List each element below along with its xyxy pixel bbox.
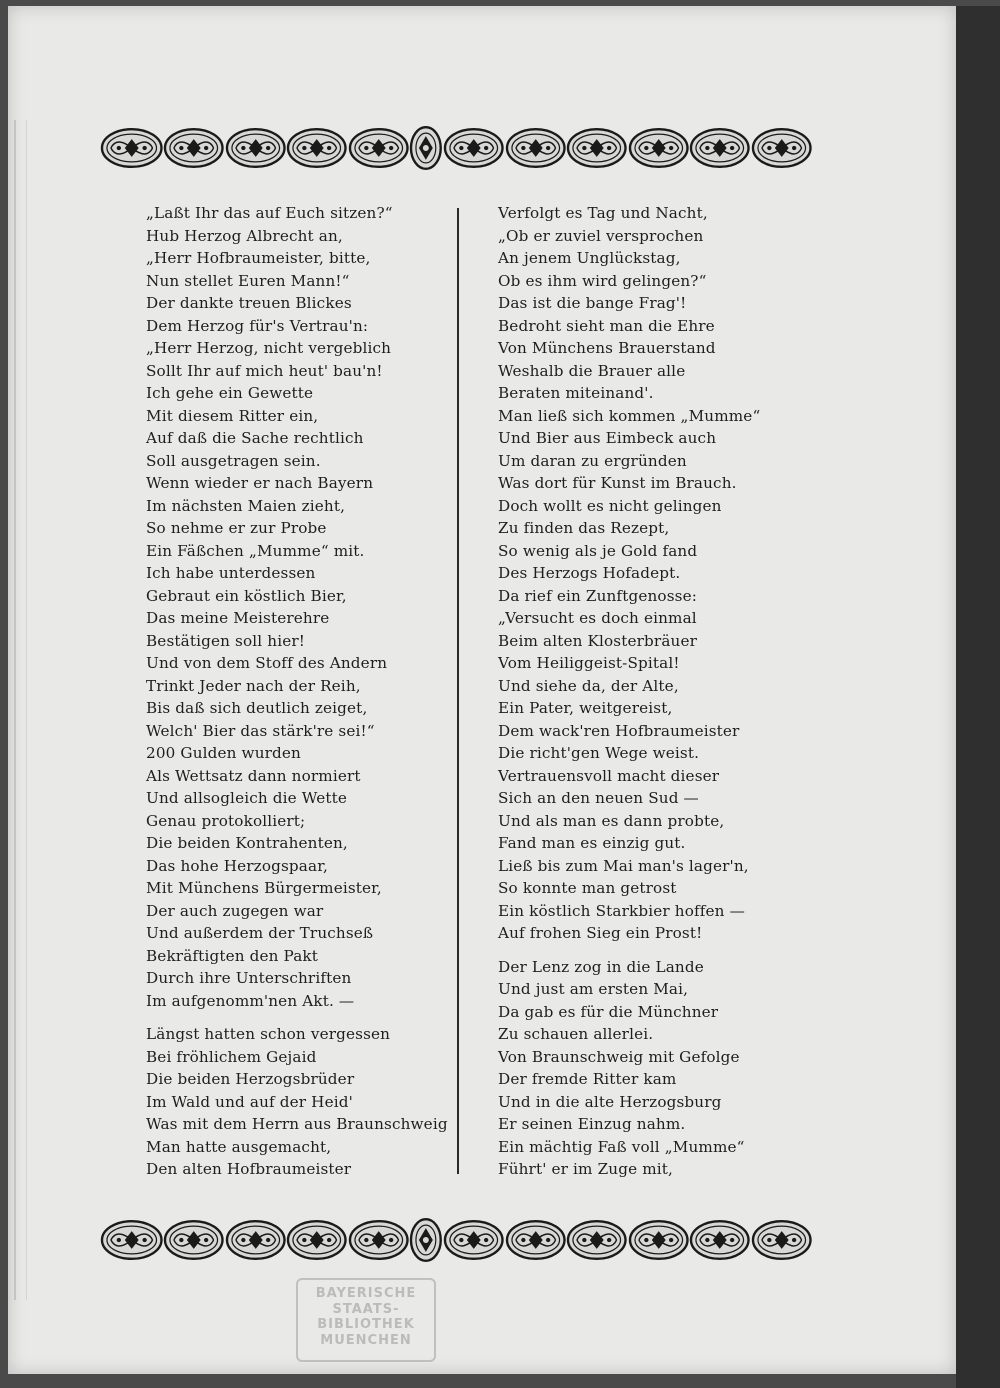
poem-line: Das hohe Herzogspaar, [146, 856, 328, 875]
poem-line: „Herr Hofbraumeister, bitte, [146, 249, 371, 267]
poem-line: Trinkt Jeder nach der Reih, [146, 676, 361, 695]
poem-line: Im aufgenomm'nen Akt. — [146, 991, 355, 1010]
poem-line: Ein köstlich Starkbier hoffen — [498, 901, 745, 920]
poem-line: Da rief ein Zunftgenosse: [498, 586, 697, 605]
poem-line: Da gab es für die Münchner [498, 1002, 719, 1021]
oval-ornament-icon [566, 1218, 627, 1262]
poem-line: Welch' Bier das stärk're sei!“ [146, 721, 375, 740]
column-divider [457, 208, 459, 1174]
oval-ornament-icon [286, 126, 347, 170]
poem-line: Die beiden Kontrahenten, [146, 834, 348, 852]
ornament-band-bottom [100, 1216, 812, 1264]
poem-line: Weshalb die Brauer alle [498, 361, 686, 380]
poem-line: Bedroht sieht man die Ehre [498, 316, 715, 335]
poem-line: Mit diesem Ritter ein, [146, 406, 319, 425]
poem-line: Den alten Hofbraumeister [146, 1160, 352, 1178]
poem-line: Und als man es dann probte, [498, 811, 725, 830]
poem-line: Wenn wieder er nach Bayern [146, 474, 374, 492]
poem-line: Ließ bis zum Mai man's lager'n, [498, 856, 749, 875]
poem-line: Ich habe unterdessen [146, 564, 316, 582]
poem-line: Zu finden das Rezept, [498, 519, 670, 537]
center-medallion-icon [409, 125, 443, 171]
poem-line: Und von dem Stoff des Andern [146, 654, 388, 672]
oval-ornament-icon [689, 1218, 750, 1262]
poem-line: Der dankte treuen Blickes [146, 294, 352, 312]
poem-line: „Herr Herzog, nicht vergeblich [146, 339, 392, 357]
oval-ornament-icon [443, 126, 504, 170]
poem-line: „Versucht es doch einmal [498, 609, 697, 627]
oval-ornament-icon [751, 126, 812, 170]
poem-line: Als Wettsatz dann normiert [146, 766, 361, 785]
poem-line: An jenem Unglückstag, [498, 249, 681, 267]
poem-line: Auf daß die Sache rechtlich [146, 429, 364, 447]
oval-ornament-icon [566, 126, 627, 170]
oval-ornament-icon [163, 126, 224, 170]
poem-line: Im nächsten Maien zieht, [146, 496, 346, 515]
poem-line: Zu schauen allerlei. [498, 1025, 654, 1043]
poem-line: Gebraut ein köstlich Bier, [146, 586, 347, 605]
poem-line: Sich an den neuen Sud — [498, 789, 699, 807]
poem-line: Hub Herzog Albrecht an, [146, 226, 343, 245]
poem-line: Und außerdem der Truchseß [146, 924, 374, 942]
poem-line: Beraten miteinand'. [498, 384, 654, 402]
oval-ornament-icon [348, 126, 409, 170]
center-medallion-icon [409, 1217, 443, 1263]
poem-line: Auf frohen Sieg ein Prost! [498, 924, 703, 942]
poem-line: Ein Fäßchen „Mumme“ mit. [146, 541, 365, 560]
poem-line: Der auch zugegen war [146, 901, 324, 920]
oval-ornament-icon [100, 126, 163, 170]
poem-line: Der fremde Ritter kam [498, 1070, 677, 1088]
poem-line: Die richt'gen Wege weist. [498, 744, 700, 762]
oval-ornament-icon [628, 1218, 689, 1262]
poem-line: Ein Pater, weitgereist, [498, 699, 673, 717]
oval-ornament-icon [505, 1218, 566, 1262]
poem-line: Beim alten Klosterbräuer [498, 631, 698, 650]
poem-line: Dem wack'ren Hofbraumeister [498, 721, 740, 740]
stanza-break [498, 945, 798, 956]
scan-right-edge [956, 6, 1000, 1388]
poem-line: Man hatte ausgemacht, [146, 1137, 332, 1156]
poem-line: Und siehe da, der Alte, [498, 676, 679, 695]
poem-line: Dem Herzog für's Vertrau'n: [146, 316, 369, 335]
poem-line: Ich gehe ein Gewette [146, 384, 314, 402]
poem-line: Das meine Meisterehre [146, 609, 330, 627]
poem-line: Führt' er im Zuge mit, [498, 1160, 673, 1178]
poem-line: Man ließ sich kommen „Mumme“ [498, 406, 761, 425]
oval-ornament-icon [505, 126, 566, 170]
poem-line: Längst hatten schon vergessen [146, 1025, 391, 1043]
oval-ornament-icon [286, 1218, 347, 1262]
poem-line: Und Bier aus Eimbeck auch [498, 429, 717, 447]
oval-ornament-icon [163, 1218, 224, 1262]
poem-line: Das ist die bange Frag'! [498, 294, 687, 312]
poem-line: Und in die alte Herzogsburg [498, 1092, 722, 1111]
poem-line: Vertrauensvoll macht dieser [498, 766, 720, 785]
poem-line: Bis daß sich deutlich zeiget, [146, 699, 368, 717]
poem-line: „Ob er zuviel versprochen [498, 226, 704, 245]
poem-column-left [146, 202, 446, 1181]
poem-line: Von Münchens Brauerstand [498, 339, 716, 357]
oval-ornament-icon [628, 126, 689, 170]
poem-line: Was dort für Kunst im Brauch. [498, 474, 737, 492]
oval-ornament-icon [443, 1218, 504, 1262]
poem-line: Des Herzogs Hofadept. [498, 564, 681, 582]
poem-line: So nehme er zur Probe [146, 519, 327, 537]
poem-line: Was mit dem Herrn aus Braunschweig [146, 1115, 448, 1133]
poem-line: Soll ausgetragen sein. [146, 451, 321, 470]
poem-line: Bekräftigten den Pakt [146, 946, 319, 965]
poem-line: „Laßt Ihr das auf Euch sitzen?“ [146, 204, 393, 222]
poem-line: Vom Heiliggeist-Spital! [498, 654, 680, 672]
oval-ornament-icon [100, 1218, 163, 1262]
oval-ornament-icon [348, 1218, 409, 1262]
poem-line: Verfolgt es Tag und Nacht, [498, 204, 708, 222]
poem-line: Und allsogleich die Wette [146, 789, 348, 807]
oval-ornament-icon [225, 126, 286, 170]
oval-ornament-icon [225, 1218, 286, 1262]
poem-line: 200 Gulden wurden [146, 744, 301, 762]
poem-column-right [498, 202, 798, 1181]
poem-line: Doch wollt es nicht gelingen [498, 496, 722, 515]
poem-line: Und just am ersten Mai, [498, 980, 689, 998]
oval-ornament-icon [751, 1218, 812, 1262]
poem-line: Genau protokolliert; [146, 811, 306, 830]
poem-line: Die beiden Herzogsbrüder [146, 1070, 355, 1088]
poem-line: Bei fröhlichem Gejaid [146, 1047, 317, 1066]
stanza-break [146, 1012, 446, 1023]
binding-fold [14, 120, 27, 1300]
poem-line: Der Lenz zog in die Lande [498, 957, 704, 976]
library-stamp: BAYERISCHE STAATS- BIBLIOTHEK MUENCHEN [296, 1278, 436, 1362]
poem-line: So konnte man getrost [498, 879, 677, 897]
poem-line: Um daran zu ergründen [498, 451, 687, 470]
poem-line: Ein mächtig Faß voll „Mumme“ [498, 1137, 745, 1156]
poem-line: Ob es ihm wird gelingen?“ [498, 271, 707, 290]
poem-line: Im Wald und auf der Heid' [146, 1092, 353, 1111]
poem-line: Mit Münchens Bürgermeister, [146, 879, 382, 897]
poem-line: Bestätigen soll hier! [146, 631, 305, 650]
poem-line: Von Braunschweig mit Gefolge [498, 1047, 740, 1066]
poem-line: Durch ihre Unterschriften [146, 969, 352, 987]
poem-line: Sollt Ihr auf mich heut' bau'n! [146, 361, 383, 380]
poem-line: Er seinen Einzug nahm. [498, 1115, 686, 1133]
poem-line: So wenig als je Gold fand [498, 541, 698, 560]
poem-line: Fand man es einzig gut. [498, 834, 686, 852]
oval-ornament-icon [689, 126, 750, 170]
ornament-band-top [100, 124, 812, 172]
poem-line: Nun stellet Euren Mann!“ [146, 271, 350, 290]
